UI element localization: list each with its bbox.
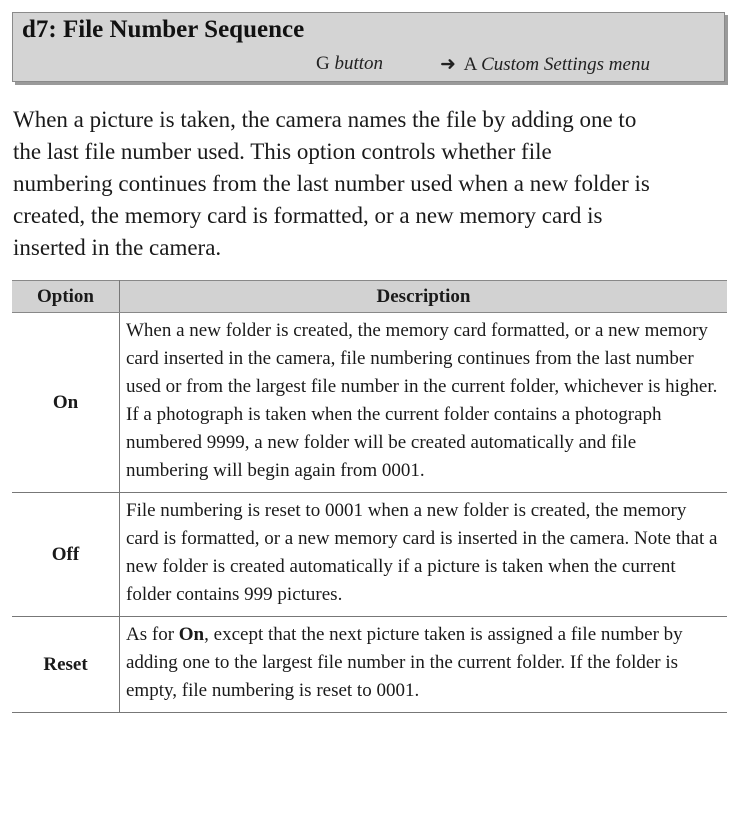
table-header-row: [12, 281, 727, 313]
arrow-right-icon: ➜: [440, 54, 456, 75]
options-table: [12, 280, 727, 713]
g-button-reference: [316, 53, 383, 75]
description-off: File numbering is reset to 0001 when a new folder is created, the memory card is formatted, or a new memory card is inserted in the camera. Note that a new folder is created automatically if a picture is taken when the current folder contains 999 pictures.: [120, 493, 728, 617]
description-on: When a new folder is created, the memory card formatted, or a new memory card inserted in the camera, file numbering continues from the last number used or from the largest file number in the current folder, whichever is higher. If a photograph is taken when the current folder contains a photograph numbered 9999, a new folder will be created automatically and file numbering will begin again from 0001.: [120, 313, 728, 493]
g-button-label: button: [334, 53, 384, 74]
option-reset: Reset: [12, 617, 120, 713]
section-title: d7: File Number Sequence: [22, 16, 305, 43]
g-button-glyph: G: [316, 53, 330, 74]
description-column-header: Description: [120, 281, 728, 313]
menu-label: Custom Settings menu: [481, 54, 650, 75]
intro-paragraph: When a picture is taken, the camera names the file by adding one to the last file number used. This option controls whether file numbering continues from the last number used when a new folder is created, the memory card is formatted, or a new memory card is inserted in the camera.: [13, 107, 650, 260]
table-row: [12, 493, 727, 617]
description-reset-bold: On: [178, 624, 205, 645]
option-off: Off: [12, 493, 120, 617]
option-on: On: [12, 313, 120, 493]
description-reset-prefix: As for: [126, 624, 179, 645]
description-reset: [120, 617, 728, 713]
table-row: [12, 617, 727, 713]
option-column-header: Option: [12, 281, 120, 313]
table-row: [12, 313, 727, 493]
menu-reference: [440, 53, 650, 76]
description-reset-suffix: , except that the next picture taken is assigned a file number by adding one to the largest file number in the current folder. If the folder is empty, file numbering is reset to 0001.: [126, 624, 683, 701]
section-header: [12, 12, 725, 82]
menu-glyph: A: [463, 54, 477, 75]
